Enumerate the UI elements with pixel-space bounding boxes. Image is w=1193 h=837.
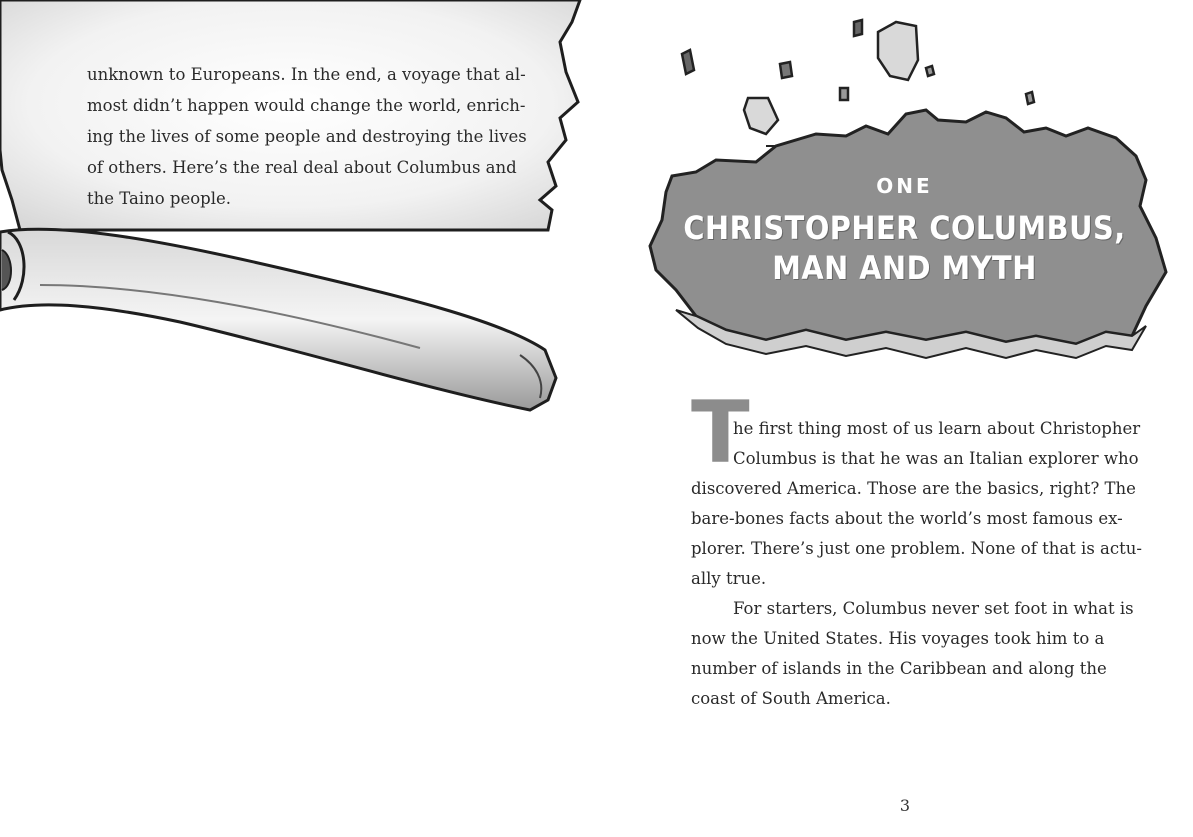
paragraph-line: he first thing most of us learn about Christopher (733, 419, 1141, 438)
paragraph-line: coast of South America. (691, 689, 891, 708)
scroll-text-line: of others. Here’s the real deal about Columbus and (87, 158, 517, 177)
scroll-text-line: most didn’t happen would change the world, enrich- (87, 96, 526, 115)
paragraph-line: plorer. There’s just one problem. None of that is actu- (691, 539, 1142, 558)
left-page (0, 0, 596, 837)
scroll-text (87, 59, 527, 214)
scroll-text-line: unknown to Europeans. In the end, a voyage that al- (87, 65, 526, 84)
chapter-title-line: MAN AND MYTH (772, 249, 1037, 287)
paragraph-line: now the United States. His voyages took him to a (691, 629, 1105, 648)
chapter-title-line: CHRISTOPHER COLUMBUS, (683, 209, 1126, 247)
paragraph-line: number of islands in the Caribbean and along the (691, 659, 1107, 678)
paragraph-line: discovered America. Those are the basics, right? The (691, 479, 1136, 498)
chapter-body-text (691, 414, 1142, 714)
paragraph-line: bare-bones facts about the world’s most famous ex- (691, 509, 1123, 528)
paragraph-line: Columbus is that he was an Italian explorer who (733, 449, 1139, 468)
chapter-number-label: ONE (876, 174, 933, 198)
drop-cap: T (691, 383, 750, 483)
chapter-title (596, 208, 1193, 288)
paragraph-line: For starters, Columbus never set foot in what is (733, 599, 1134, 618)
scroll-text-line: the Taino people. (87, 189, 232, 208)
scroll-text-line: ing the lives of some people and destroying the lives (87, 127, 527, 146)
paragraph-line: ally true. (691, 569, 767, 588)
page-number: 3 (899, 796, 911, 815)
right-page (596, 0, 1193, 837)
